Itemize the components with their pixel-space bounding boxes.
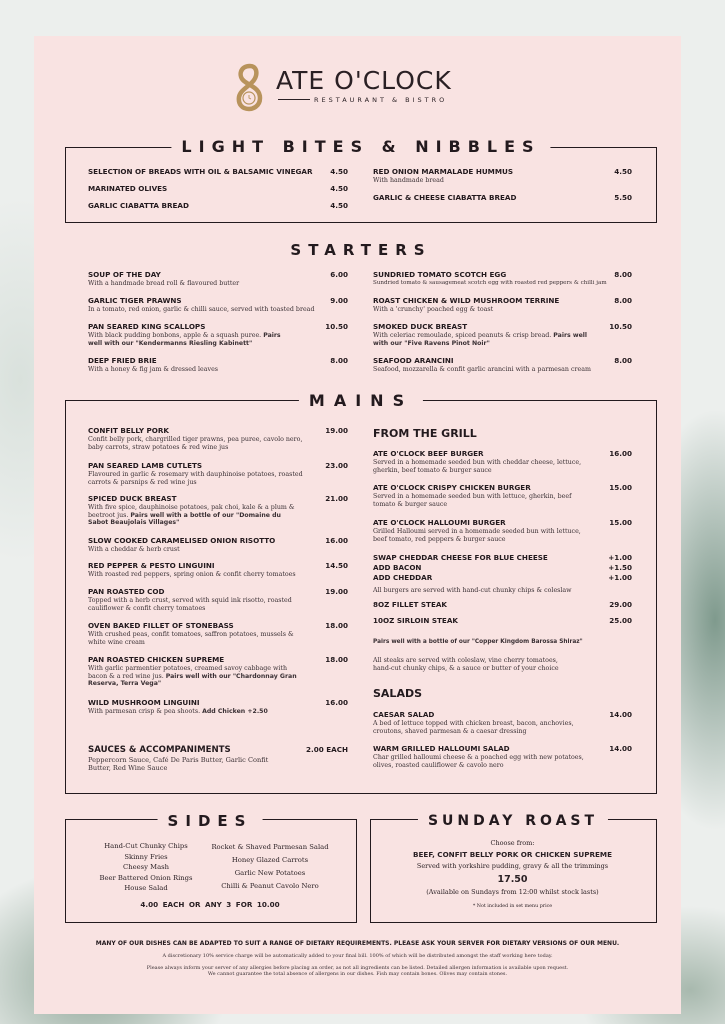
menu-item: GARLIC & CHEESE CIABATTA BREAD 5.50	[373, 193, 632, 202]
menu-item: ATE O'CLOCK CRISPY CHICKEN BURGER Served in a homemade seeded bun with lettuce, gherkin, beef tomato & burger sauce 15.00	[373, 483, 632, 508]
menu-item: SOUP OF THE DAY With a handmade bread roll & flavoured butter 6.00	[88, 270, 348, 287]
tagline-rule	[278, 99, 310, 100]
menu-item: SEAFOOD ARANCINI Seafood, mozzarella & confit garlic arancini with a parmesan cream 8.00	[373, 356, 632, 373]
menu-item: ROAST CHICKEN & WILD MUSHROOM TERRINE With a 'crunchy' poached egg & toast 8.00	[373, 296, 632, 313]
roast-availability: (Available on Sundays from 12:00 whilst stock lasts)	[426, 888, 599, 896]
sides-title: SIDES	[158, 811, 263, 831]
brand-tagline: RESTAURANT & BISTRO	[314, 96, 448, 104]
roast-choose: Choose from:	[490, 839, 535, 847]
steak-note: All steaks are served with coleslaw, vine cherry tomatoes, hand-cut chunky chips, & a sauce or butter of your choice	[373, 657, 559, 672]
menu-item: PAN ROASTED CHICKEN SUPREME With garlic parmentier potatoes, creamed savoy cabbage with bacon & a red wine jus. Pairs well with our "Chardonnay Gran Reserva, Terra Vega" 18.00	[88, 655, 348, 688]
menu-item: RED ONION MARMALADE HUMMUS With handmade bread 4.50	[373, 167, 632, 184]
logo-mark-icon	[232, 62, 268, 112]
menu-item: CONFIT BELLY PORK Confit belly pork, chargrilled tiger prawns, pea puree, cavolo nero, baby carrots, straw potatoes & red wine jus 19.00	[88, 426, 348, 451]
roast-price: 17.50	[497, 874, 528, 885]
roast-served: Served with yorkshire pudding, gravy & all the trimmings	[416, 862, 609, 870]
side-item: Chilli & Peanut Cavolo Nero	[221, 882, 319, 890]
salads-subtitle: SALADS	[373, 687, 423, 700]
side-item: Skinny Fries	[124, 852, 168, 861]
accompaniments-item: SAUCES & ACCOMPANIMENTS Peppercorn Sauce, Café De Paris Butter, Garlic Confit Butter, Red Wine Sauce 2.00 EACH	[88, 745, 348, 773]
roast-options: BEEF, CONFIT BELLY PORK OR CHICKEN SUPREME	[413, 850, 612, 859]
menu-item: DEEP FRIED BRIE With a honey & fig jam & dressed leaves 8.00	[88, 356, 348, 373]
dietary-note: MANY OF OUR DISHES CAN BE ADAPTED TO SUIT A RANGE OF DIETARY REQUIREMENTS. PLEASE ASK YOUR SERVER FOR DIETARY VERSIONS OF OUR MENU.	[95, 940, 620, 947]
roast-note: * Not included in set menu price	[472, 904, 553, 909]
extra-item: SWAP CHEDDAR CHEESE FOR BLUE CHEESE +1.00	[373, 553, 632, 562]
steak-pairing: Pairs well with a bottle of our "Copper Kingdom Barossa Shiraz"	[373, 639, 583, 645]
menu-item: GARLIC TIGER PRAWNS In a tomato, red onion, garlic & chilli sauce, served with toasted bread 9.00	[88, 296, 348, 313]
side-item: Hand-Cut Chunky Chips	[104, 842, 188, 850]
allergy-note-2: We cannot guarantee the total absence of allergens in our dishes. Fish may contain bones. Olives may contain stones.	[207, 971, 508, 977]
side-item: Rocket & Shaved Parmesan Salad	[211, 843, 329, 851]
side-item: House Salad	[124, 884, 168, 892]
side-item: Beer Battered Onion Rings	[99, 873, 193, 882]
menu-item: PAN SEARED LAMB CUTLETS Flavoured in garlic & rosemary with dauphinoise potatoes, roasted carrots & parsnips & red wine jus 23.00	[88, 461, 348, 486]
extra-item: ADD BACON +1.50	[373, 563, 632, 572]
menu-item: ATE O'CLOCK BEEF BURGER Served in a homemade seeded bun with cheddar cheese, lettuce, gherkin, beef tomato & burger sauce 16.00	[373, 449, 632, 474]
menu-item: CAESAR SALAD A bed of lettuce topped with chicken breast, bacon, anchovies, croutons, shaved parmesan & a caesar dressing 14.00	[373, 710, 632, 735]
sunday-roast-title: SUNDAY ROAST	[418, 811, 608, 831]
sides-left-list	[86, 841, 206, 894]
menu-page	[34, 36, 681, 1014]
menu-item: 10OZ SIRLOIN STEAK 25.00	[373, 616, 632, 625]
allergy-note: Please always inform your server of any allergies before placing an order, as not all ingredients can be listed. Detailed allergen information is available upon request.	[146, 965, 569, 971]
menu-item: SELECTION OF BREADS WITH OIL & BALSAMIC VINEGAR 4.50	[88, 167, 348, 176]
menu-item: MARINATED OLIVES 4.50	[88, 184, 348, 193]
side-item: Garlic New Potatoes	[234, 869, 306, 877]
sides-price: 4.00 EACH OR ANY 3 FOR 10.00	[140, 900, 280, 909]
menu-item: WILD MUSHROOM LINGUINI With parmesan crisp & pea shoots. Add Chicken +2.50 16.00	[88, 698, 348, 715]
starters-title: STARTERS	[290, 241, 432, 259]
menu-item: ATE O'CLOCK HALLOUMI BURGER Grilled Halloumi served in a homemade seeded bun with lettuce, beef tomato, red peppers & burger sauce 15.00	[373, 518, 632, 543]
menu-item: 8OZ FILLET STEAK 29.00	[373, 600, 632, 609]
menu-item: SLOW COOKED CARAMELISED ONION RISOTTO With a cheddar & herb crust 16.00	[88, 536, 348, 553]
menu-item: OVEN BAKED FILLET OF STONEBASS With crushed peas, confit tomatoes, saffron potatoes, mussels & white wine cream 18.00	[88, 621, 348, 646]
side-item: Honey Glazed Carrots	[231, 856, 309, 864]
brand-logo	[232, 62, 492, 112]
menu-item: SUNDRIED TOMATO SCOTCH EGG Sundried tomato & sausagemeat scotch egg with roasted red peppers & chilli jam 8.00	[373, 270, 632, 286]
burger-note: All burgers are served with hand-cut chunky chips & coleslaw	[373, 587, 572, 594]
menu-item: RED PEPPER & PESTO LINGUINI With roasted red peppers, spring onion & confit cherry tomatoes 14.50	[88, 561, 348, 578]
menu-item: GARLIC CIABATTA BREAD 4.50	[88, 201, 348, 210]
grill-subtitle: FROM THE GRILL	[373, 427, 477, 440]
side-item: Cheesy Mash	[123, 863, 169, 871]
menu-item: PAN ROASTED COD Topped with a herb crust, served with squid ink risotto, roasted cauliflower & confit cherry tomatoes 19.00	[88, 587, 348, 612]
extra-item: ADD CHEDDAR +1.00	[373, 573, 632, 582]
brand-name: ATE O'CLOCK	[276, 66, 452, 95]
light-bites-title: LIGHT BITES & NIBBLES	[171, 137, 550, 157]
service-charge-note: A discretionary 10% service charge will be automatically added to your final bill. 100% of which will be distributed amongst the staff working here today.	[162, 953, 553, 959]
menu-item: WARM GRILLED HALLOUMI SALAD Char grilled halloumi cheese & a poached egg with new potatoes, olives, roasted cauliflower & cavolo nero 14.00	[373, 744, 632, 769]
menu-item: SMOKED DUCK BREAST With celeriac remoulade, spiced peanuts & crisp bread. Pairs well with our "Five Ravens Pinot Noir" 10.50	[373, 322, 632, 347]
sides-right-list	[204, 841, 336, 893]
menu-item: SPICED DUCK BREAST With five spice, dauphinoise potatoes, pak choi, kale & a plum & beetroot jus. Pairs well with a bottle of our "Domaine du Sabot Beaujolais Villages" 21.00	[88, 494, 348, 527]
menu-item: PAN SEARED KING SCALLOPS With black pudding bonbons, apple & a squash puree. Pairs well with our "Kendermanns Riesling Kabinett" 10.50	[88, 322, 348, 347]
mains-title: MAINS	[299, 391, 423, 411]
